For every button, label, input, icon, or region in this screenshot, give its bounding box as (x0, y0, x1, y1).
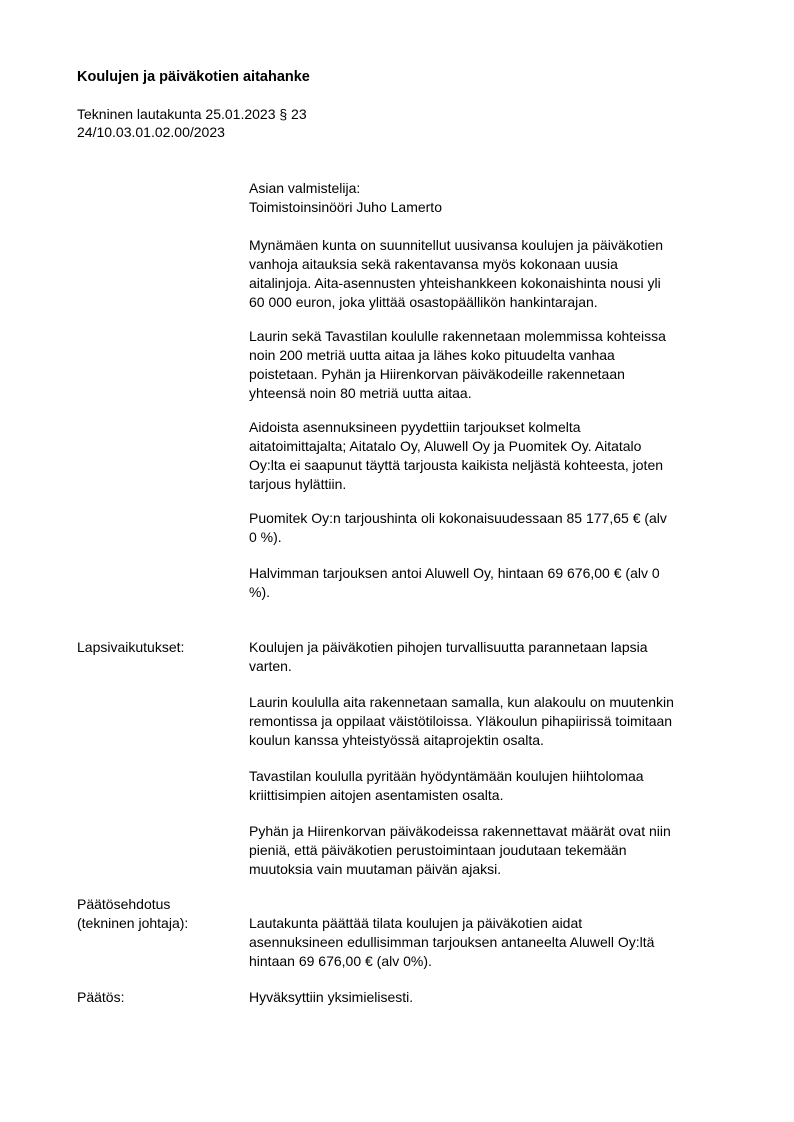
text-line: pieniä, että päiväkotien perustoimintaan joudutaan tekemään (249, 842, 627, 858)
child-impact-paragraph (249, 693, 739, 750)
text-line: Koulujen ja päiväkotien pihojen turvallisuutta parannetaan lapsia (249, 639, 648, 655)
child-impact-label: Lapsivaikutukset: (77, 639, 185, 655)
background-paragraph (249, 509, 739, 547)
text-line: yhteensä noin 80 metriä uutta aitaa. (249, 385, 472, 401)
text-line: koulun kanssa yhteistyössä aitaprojektin osalta. (249, 732, 544, 748)
text-line: 0 %). (249, 529, 282, 545)
text-line: aitalinjoja. Aita-asennusten yhteishankkeen kokonaishinta nousi yli (249, 275, 661, 291)
text-line: aitatoimittajalta; Aitatalo Oy, Aluwell Oy ja Puomitek Oy. Aitatalo (249, 438, 642, 454)
text-line: Lautakunta päättää tilata koulujen ja päiväkotien aidat (249, 915, 583, 931)
text-line: asennuksineen edullisimman tarjouksen antaneelta Aluwell Oy:ltä (249, 934, 655, 950)
text-line: Mynämäen kunta on suunnitellut uusivansa koulujen ja päiväkotien (249, 237, 664, 253)
text-line: kriittisimpien aitojen asentamisten osalta. (249, 787, 504, 803)
text-line: poistetaan. Pyhän ja Hiirenkorvan päiväkodeille rakennetaan (249, 366, 625, 382)
text-line: 60 000 euron, joka ylittää osastopäällikön hankintarajan. (249, 294, 598, 310)
decision-label: Päätös: (77, 989, 125, 1005)
proposal-label: Päätösehdotus (77, 896, 171, 912)
text-line: Halvimman tarjouksen antoi Aluwell Oy, hintaan 69 676,00 € (alv 0 (249, 565, 660, 581)
text-line: Laurin sekä Tavastilan koululle rakennetaan molemmissa kohteissa (249, 328, 666, 344)
text-line: remontissa ja oppilaat väistötiloissa. Yläkoulun pihapiirissä toimitaan (249, 713, 673, 729)
child-impact-paragraph (249, 638, 739, 676)
text-line: Pyhän ja Hiirenkorvan päiväkodeissa rakennettavat määrät ovat niin (249, 823, 671, 839)
text-line: tarjous hylättiin. (249, 476, 347, 492)
background-paragraph (249, 236, 739, 312)
text-line: Aidoista asennuksineen pyydettiin tarjoukset kolmelta (249, 419, 581, 435)
decision-text: Hyväksyttiin yksimielisesti. (249, 989, 414, 1005)
text-line: varten. (249, 658, 292, 674)
background-paragraph (249, 327, 739, 403)
text-line: noin 200 metriä uutta aitaa ja lähes koko pituudelta vanhaa (249, 347, 615, 363)
record-id: 24/10.03.01.02.00/2023 (77, 124, 225, 140)
child-impact-paragraph (249, 767, 739, 805)
text-line: Tavastilan koululla pyritään hyödyntämään koulujen hiihtolomaa (249, 768, 644, 784)
text-line: vanhoja aitauksia sekä rakentavansa myös kokonaan uusia (249, 256, 618, 272)
text-line: Oy:lta ei saapunut täyttä tarjousta kaikista neljästä kohteesta, joten (249, 457, 664, 473)
background-paragraph (249, 418, 739, 494)
preparer-label: Asian valmistelija: (249, 180, 361, 196)
meeting-reference: Tekninen lautakunta 25.01.2023 § 23 (77, 106, 307, 122)
text-line: %). (249, 584, 270, 600)
preparer-name: Toimistoinsinööri Juho Lamerto (249, 199, 442, 215)
proposal-text (249, 914, 739, 971)
text-line: Laurin koululla aita rakennetaan samalla, kun alakoulu on muutenkin (249, 694, 674, 710)
background-paragraph (249, 564, 739, 602)
document-title: Koulujen ja päiväkotien aitahanke (77, 69, 310, 85)
text-line: hintaan 69 676,00 € (alv 0%). (249, 953, 432, 969)
child-impact-paragraph (249, 822, 739, 879)
text-line: muutoksia vain muutaman päivän ajaksi. (249, 861, 502, 877)
proposal-label-role: (tekninen johtaja): (77, 915, 189, 931)
text-line: Puomitek Oy:n tarjoushinta oli kokonaisuudessaan 85 177,65 € (alv (249, 510, 667, 526)
